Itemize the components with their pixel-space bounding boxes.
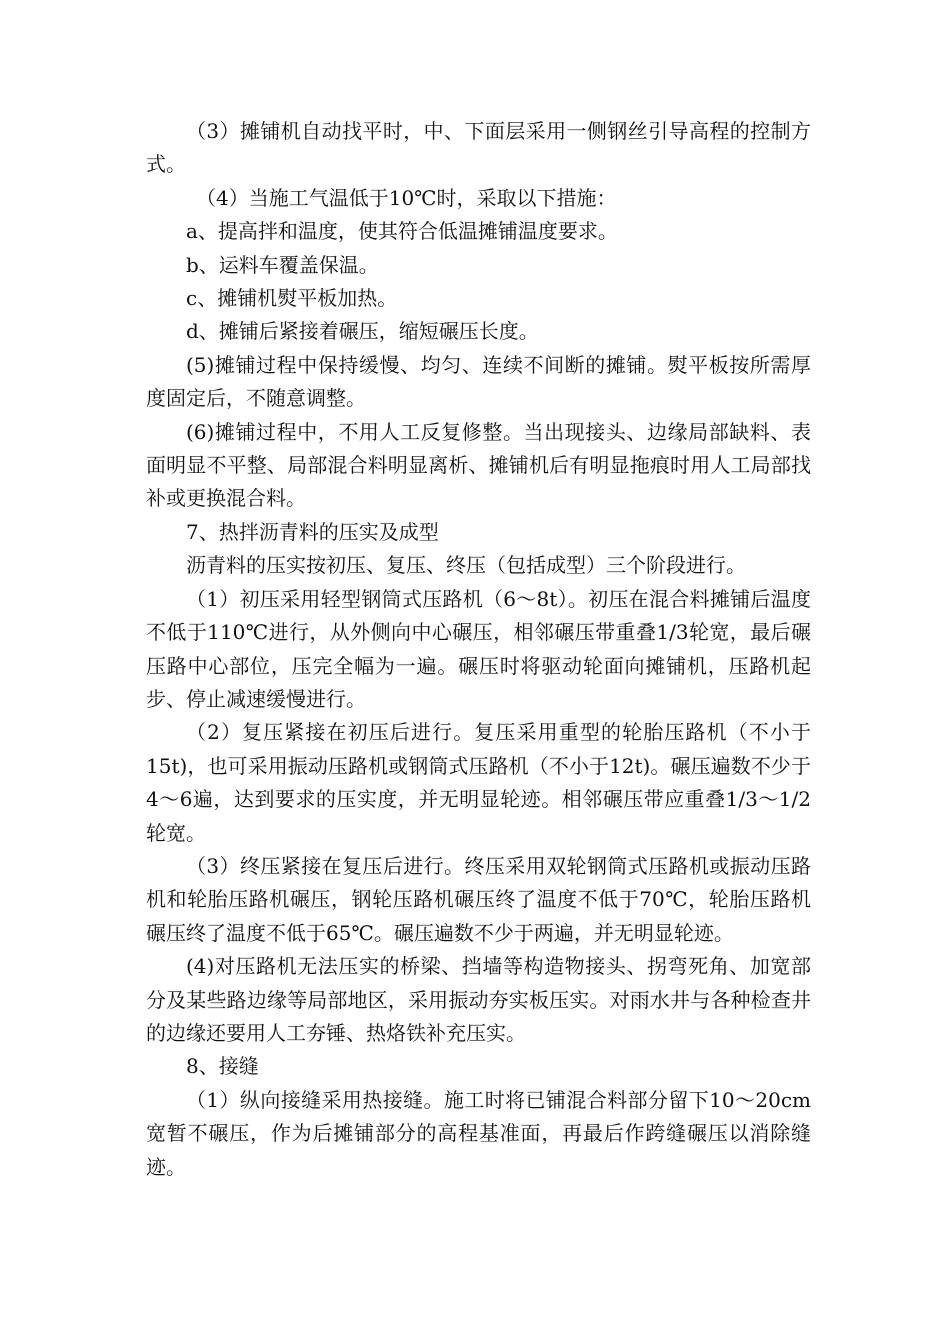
paragraph-item-b: b、运料车覆盖保温。 <box>186 252 379 277</box>
section-heading-7: 7、热拌沥青料的压实及成型 <box>186 519 439 544</box>
paragraph-compaction-intro: 沥青料的压实按初压、复压、终压（包括成型）三个阶段进行。 <box>186 553 746 578</box>
paragraph-item-a: a、提高拌和温度，使其符合低温摊铺温度要求。 <box>186 219 618 244</box>
paragraph-item-c: c、摊铺机熨平板加热。 <box>186 286 398 311</box>
paragraph-item-d: d、摊铺后紧接着碾压，缩短碾压长度。 <box>186 319 539 344</box>
paragraph-initial-compaction: （1）初压采用轻型钢筒式压路机（6～8t）。初压在混合料摊铺后温度不低于110℃进行，从外侧向中心碾压，相邻碾压带重叠1/3轮宽，最后碾压路中心部位，压完全幅为一遍。碾压时将驱动轮面向摊铺机，压路机起步、停止减速缓慢进行。 <box>146 586 811 711</box>
section-heading-8: 8、接缝 <box>186 1054 259 1079</box>
paragraph-step-6: (6)摊铺过程中，不用人工反复修整。当出现接头、边缘局部缺料、表面明显不平整、局部混合料明显离析、摊铺机后有明显拖痕时用人工局部找补或更换混合料。 <box>146 419 811 511</box>
paragraph-secondary-compaction: （2）复压紧接在初压后进行。复压采用重型的轮胎压路机（不小于15t)，也可采用振动压路机或钢筒式压路机（不小于12t)。碾压遍数不少于4～6遍，达到要求的压实度，并无明显轮迹。相邻碾压带应重叠1/3～1/2轮宽。 <box>146 720 811 845</box>
paragraph-final-compaction: （3）终压紧接在复压后进行。终压采用双轮钢筒式压路机或振动压路机和轮胎压路机碾压，钢轮压路机碾压终了温度不低于70℃，轮胎压路机碾压终了温度不低于65℃。碾压遍数不少于两遍，并无明显轮迹。 <box>146 853 811 945</box>
paragraph-step-3: （3）摊铺机自动找平时，中、下面层采用一侧钢丝引导高程的控制方式。 <box>146 119 811 177</box>
document-body <box>146 115 811 1184</box>
paragraph-step-5: (5)摊铺过程中保持缓慢、均匀、连续不间断的摊铺。熨平板按所需厚度固定后，不随意调整。 <box>146 352 811 411</box>
paragraph-local-compaction: (4)对压路机无法压实的桥梁、挡墙等构造物接头、拐弯死角、加宽部分及某些路边缘等局部地区，采用振动夯实板压实。对雨水井与各种检查井的边缘还要用人工夯锤、热烙铁补充压实。 <box>146 954 811 1045</box>
paragraph-longitudinal-joint: （1）纵向接缝采用热接缝。施工时将已铺混合料部分留下10～20cm宽暂不碾压，作为后摊铺部分的高程基准面，再最后作跨缝碾压以消除缝迹。 <box>146 1087 811 1179</box>
paragraph-step-4: （4）当施工气温低于10℃时，采取以下措施： <box>196 185 617 210</box>
